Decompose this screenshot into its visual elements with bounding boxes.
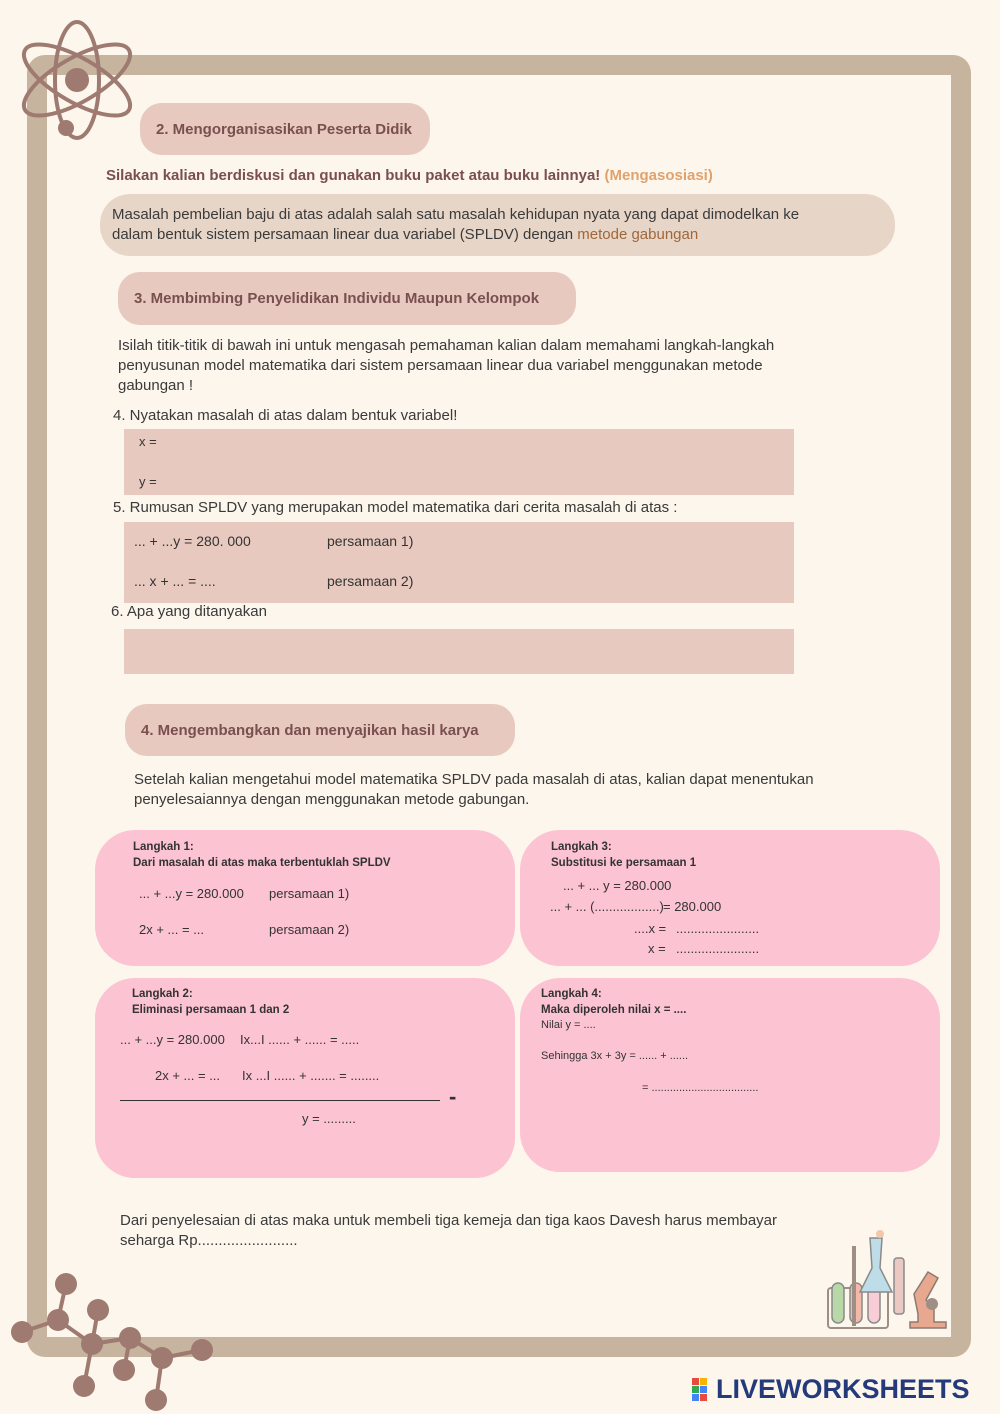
lab-equipment-icon	[822, 1228, 952, 1340]
step-1-eq1: ... + ...y = 280.000	[139, 886, 244, 901]
step-2-line1b: Ix...I ...... + ...... = .....	[240, 1032, 360, 1047]
step-4-line2: Sehingga 3x + 3y = ...... + ......	[541, 1050, 689, 1062]
liveworksheets-logo-icon	[692, 1378, 716, 1402]
intro-3-text: Isilah titik-titik di bawah ini untuk mengasah pemahaman kalian dalam memahami langkah-langkah penyusunan model matematika dari sistem persamaan linear dua variabel menggunakan metode gabungan !	[118, 337, 775, 394]
elimination-line	[120, 1100, 440, 1101]
step-3-line2a: ... + ... (..................)	[550, 899, 664, 914]
question-4-label: 4. Nyatakan masalah di atas dalam bentuk variabel!	[113, 407, 458, 424]
method-text: metode gabungan	[577, 226, 699, 243]
section-4-title: 4. Mengembangkan dan menyajikan hasil karya	[125, 704, 515, 756]
q5-eq2-tag: persamaan 2)	[327, 573, 414, 589]
step-1-eq2: 2x + ... = ...	[139, 922, 205, 937]
answer-box-6[interactable]	[124, 629, 794, 674]
q5-eq1: ... + ...y = 280. 000	[134, 533, 251, 549]
section-3-title: 3. Membimbing Penyelidikan Individu Maupun Kelompok	[118, 272, 576, 325]
step-1-eq1-tag: persamaan 1)	[269, 886, 350, 901]
var-x-label: x =	[139, 434, 157, 449]
step-1-title: Langkah 1:	[133, 841, 194, 853]
step-3-line3a: ....x =	[634, 921, 667, 936]
var-y-label: y =	[139, 474, 157, 489]
instruction-tag: (Mengasosiasi)	[604, 167, 713, 184]
molecule-icon	[0, 1262, 230, 1414]
answer-box-4[interactable]	[124, 429, 794, 495]
question-5-label: 5. Rumusan SPLDV yang merupakan model matematika dari cerita masalah di atas :	[113, 499, 678, 516]
conclusion-text: Dari penyelesaian di atas maka untuk membeli tiga kemeja dan tiga kaos Davesh harus membayar seharga Rp........................	[120, 1212, 778, 1249]
step-3-line1: ... + ... y = 280.000	[563, 878, 672, 893]
question-6-label: 6. Apa yang ditanyakan	[111, 603, 267, 620]
step-3-line4a: x =	[648, 941, 666, 956]
atom-icon	[10, 18, 145, 146]
step-2-title: Langkah 2:	[132, 988, 193, 1000]
step-2-result: y = .........	[302, 1111, 356, 1126]
step-3-line2b: = 280.000	[663, 899, 722, 914]
step-4-subtitle: Maka diperoleh nilai x = ....	[541, 1004, 687, 1016]
step-3-subtitle: Substitusi ke persamaan 1	[551, 857, 697, 869]
step-4-line3: = ...................................	[642, 1082, 759, 1094]
step-3-line4b: .......................	[676, 941, 760, 956]
section-2-title: 2. Mengorganisasikan Peserta Didik	[140, 103, 430, 155]
step-3-title: Langkah 3:	[551, 841, 612, 853]
step-2-line1a: ... + ...y = 280.000	[120, 1032, 225, 1047]
step-2-subtitle: Eliminasi persamaan 1 dan 2	[132, 1004, 290, 1016]
step-2-line2a: 2x + ... = ...	[155, 1068, 221, 1083]
step-4-line1: Nilai y = ....	[541, 1019, 596, 1031]
brand-text[interactable]: LIVEWORKSHEETS	[716, 1374, 970, 1404]
step-1-subtitle: Dari masalah di atas maka terbentuklah SPLDV	[133, 857, 391, 869]
q5-eq2: ... x + ... = ....	[134, 573, 216, 589]
step-1-eq2-tag: persamaan 2)	[269, 922, 350, 937]
step-2-line2b: Ix ...I ...... + ....... = ........	[242, 1068, 380, 1083]
intro-4-text: Setelah kalian mengetahui model matematika SPLDV pada masalah di atas, kalian dapat menentukan penyelesaiannya dengan menggunakan metode gabungan.	[134, 771, 814, 808]
step-3-line3b: .......................	[676, 921, 760, 936]
problem-text: Masalah pembelian baju di atas adalah salah satu masalah kehidupan nyata yang dapat dimodelkan ke dalam bentuk sistem persamaan linear dua variabel (SPLDV) dengan metode gabungan	[112, 206, 800, 243]
step-4-title: Langkah 4:	[541, 988, 602, 1000]
minus-sign: -	[449, 1084, 457, 1109]
instruction-text: Silakan kalian berdiskusi dan gunakan buku paket atau buku lainnya! (Mengasosiasi)	[106, 167, 713, 184]
q5-eq1-tag: persamaan 1)	[327, 533, 414, 549]
